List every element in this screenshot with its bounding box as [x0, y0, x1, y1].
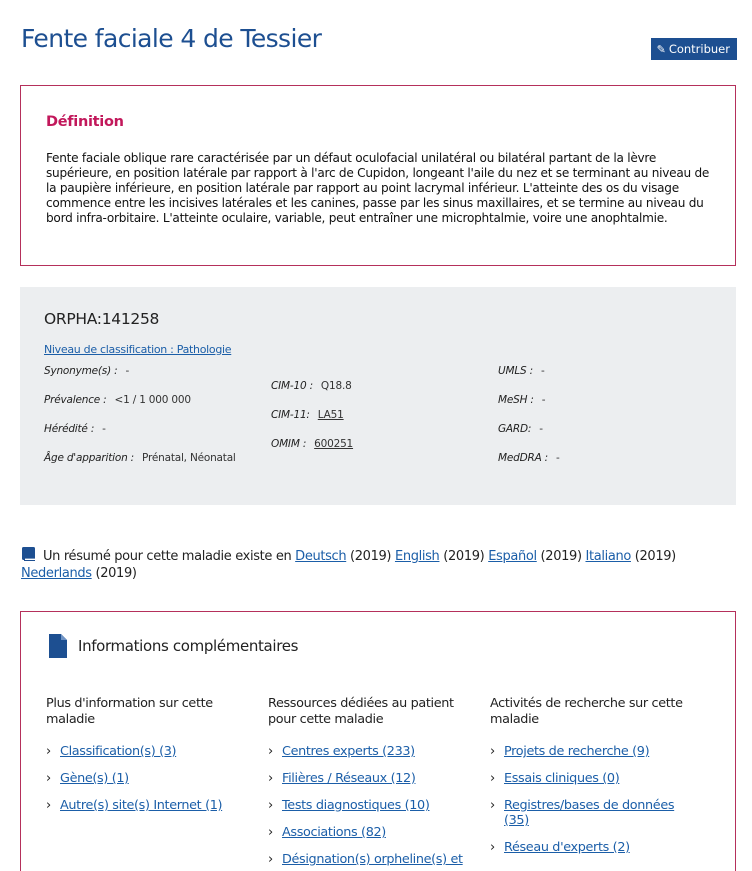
- gard-value: -: [539, 423, 543, 435]
- summary-link-nederlands[interactable]: Nederlands: [21, 566, 92, 581]
- chevron-right-icon: ›: [268, 744, 273, 759]
- summary-year: (2019): [634, 549, 676, 564]
- onset-field: [44, 452, 236, 464]
- meddra-field: [498, 452, 560, 464]
- contribute-button[interactable]: [651, 38, 737, 60]
- list-item: [490, 840, 690, 855]
- chevron-right-icon: ›: [490, 771, 495, 786]
- list-item: [46, 771, 246, 786]
- additional-info-box: [20, 611, 736, 871]
- umls-field: [498, 365, 545, 377]
- summary-link-deutsch[interactable]: Deutsch: [295, 549, 347, 564]
- prevalence-label: Prévalence :: [44, 394, 107, 406]
- summary-languages: [21, 546, 737, 582]
- contribute-label: Contribuer: [668, 42, 730, 56]
- title-row: [21, 24, 737, 60]
- list-item: [268, 798, 468, 813]
- additional-info-title: Informations complémentaires: [78, 637, 299, 655]
- meddra-label: MedDRA :: [498, 452, 549, 464]
- chevron-right-icon: ›: [268, 798, 273, 813]
- list-item: [268, 852, 468, 867]
- mesh-label: MeSH :: [498, 394, 534, 406]
- chevron-right-icon: ›: [490, 798, 495, 813]
- list-item: [268, 771, 468, 786]
- list-item: [46, 744, 246, 759]
- heredity-value: -: [102, 423, 106, 435]
- cim11-field: [271, 409, 344, 421]
- chevron-right-icon: ›: [490, 744, 495, 759]
- summary-year: (2019): [350, 549, 392, 564]
- omim-field: [271, 438, 353, 450]
- chevron-right-icon: ›: [268, 852, 273, 867]
- associations-link[interactable]: Associations (82): [282, 825, 386, 840]
- meddra-value: -: [556, 452, 560, 464]
- gard-label: GARD:: [498, 423, 532, 435]
- list-item: [268, 744, 468, 759]
- research-projects-link[interactable]: Projets de recherche (9): [504, 744, 650, 759]
- synonyms-value: -: [125, 365, 130, 377]
- cim11-link[interactable]: LA51: [317, 409, 344, 421]
- definition-text: Fente faciale oblique rare caractérisée par un défaut oculofacial unilatéral ou bilatéral partant de la lèvre supérieure, en position latérale par rapport à l'arc de Cupidon, longeant l'aile du nez et se terminant au niveau de la paupière inférieure, en position latérale par rapport au point lacrymal inférieur. L'atteinte des os du visage commence entre les incisives latérales et les canines, passe par les sinus maxillaires, et se termine au niveau du bord infra-orbitaire. L'atteinte oculaire, variable, peut entraîner une microphtalmie, voire une anophtalmie.: [46, 151, 710, 225]
- list-item: [268, 825, 468, 840]
- clinical-trials-link[interactable]: Essais cliniques (0): [504, 771, 620, 786]
- cim10-label: CIM-10 :: [271, 380, 313, 392]
- column-heading: Ressources dédiées au patient pour cette maladie: [268, 696, 454, 727]
- genes-link[interactable]: Gène(s) (1): [60, 771, 129, 786]
- other-websites-link[interactable]: Autre(s) site(s) Internet (1): [60, 798, 223, 813]
- disease-info-box: [20, 287, 736, 505]
- diagnostic-tests-link[interactable]: Tests diagnostiques (10): [282, 798, 430, 813]
- registries-link[interactable]: Registres/bases de données (35): [504, 798, 675, 828]
- gard-field: [498, 423, 543, 435]
- chevron-right-icon: ›: [268, 825, 273, 840]
- chevron-right-icon: ›: [268, 771, 273, 786]
- document-icon: [49, 634, 67, 658]
- orphan-designations-link[interactable]: Désignation(s) orpheline(s) et: [282, 852, 463, 867]
- cim10-field: [271, 380, 352, 392]
- orpha-code: ORPHA:141258: [44, 310, 160, 328]
- pencil-icon: ✎: [656, 42, 666, 56]
- summary-intro: Un résumé pour cette maladie existe en: [43, 549, 292, 564]
- column-patient-resources: [268, 696, 468, 871]
- prevalence-value: <1 / 1 000 000: [114, 394, 191, 406]
- additional-info-header: [49, 634, 298, 658]
- mesh-value: -: [541, 394, 546, 406]
- umls-value: -: [540, 365, 545, 377]
- expert-network-link[interactable]: Réseau d'experts (2): [504, 840, 630, 855]
- list-item: [490, 744, 690, 759]
- list-item: [490, 798, 690, 828]
- link-list: [268, 744, 468, 867]
- link-list: [490, 744, 690, 855]
- page-title: Fente faciale 4 de Tessier: [21, 24, 322, 53]
- onset-value: Prénatal, Néonatal: [142, 452, 236, 464]
- book-icon: [21, 546, 37, 562]
- definition-box: [20, 85, 736, 266]
- classification-level-link[interactable]: Niveau de classification : Pathologie: [44, 343, 232, 356]
- list-item: [490, 771, 690, 786]
- cim11-label: CIM-11:: [271, 409, 310, 421]
- classifications-link[interactable]: Classification(s) (3): [60, 744, 177, 759]
- link-list: [46, 744, 246, 813]
- mesh-field: [498, 394, 545, 406]
- list-item: [46, 798, 246, 813]
- summary-link-italiano[interactable]: Italiano: [585, 549, 631, 564]
- summary-year: (2019): [95, 566, 137, 581]
- heredity-field: [44, 423, 106, 435]
- chevron-right-icon: ›: [490, 840, 495, 855]
- synonyms-label: Synonyme(s) :: [44, 365, 118, 377]
- column-heading: Activités de recherche sur cette maladie: [490, 696, 683, 727]
- omim-link[interactable]: 600251: [314, 438, 354, 450]
- summary-year: (2019): [443, 549, 485, 564]
- heredity-label: Hérédité :: [44, 423, 95, 435]
- summary-year: (2019): [540, 549, 582, 564]
- prevalence-field: [44, 394, 191, 406]
- summary-link-espanol[interactable]: Español: [488, 549, 537, 564]
- definition-heading: Définition: [46, 114, 124, 130]
- synonyms-field: [44, 365, 129, 377]
- networks-link[interactable]: Filières / Réseaux (12): [282, 771, 416, 786]
- summary-link-english[interactable]: English: [394, 549, 440, 564]
- column-more-info: [46, 696, 246, 825]
- cim10-value: Q18.8: [320, 380, 352, 392]
- column-heading: Plus d'information sur cette maladie: [46, 696, 213, 727]
- chevron-right-icon: ›: [46, 798, 51, 813]
- chevron-right-icon: ›: [46, 744, 51, 759]
- chevron-right-icon: ›: [46, 771, 51, 786]
- onset-label: Âge d'apparition :: [44, 452, 135, 464]
- expert-centres-link[interactable]: Centres experts (233): [282, 744, 415, 759]
- umls-label: UMLS :: [498, 365, 533, 377]
- column-research: [490, 696, 690, 867]
- omim-label: OMIM :: [271, 438, 307, 450]
